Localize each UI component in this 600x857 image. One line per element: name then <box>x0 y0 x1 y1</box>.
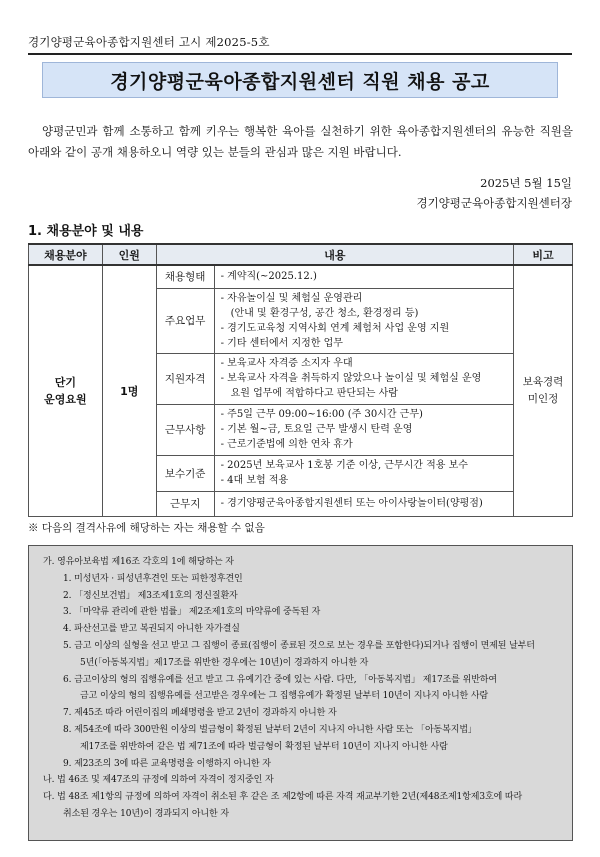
row-detail <box>214 491 513 516</box>
header-field: 채용분야 <box>29 244 103 265</box>
row-detail <box>214 404 513 455</box>
header-rule <box>28 53 572 55</box>
detail-item: - 보육교사 자격을 취득하지 않았으나 놀이실 및 체험실 운영 <box>220 373 482 384</box>
note-line1: 보육경력 <box>522 375 564 388</box>
row-detail <box>214 265 513 288</box>
list-item: 금고 이상의 형의 집행유예를 선고받은 경우에는 그 집행유예가 확정된 날부터 10년이 지나지 아니한 사람 <box>80 691 489 702</box>
field-cell <box>29 265 103 516</box>
header-count: 인원 <box>102 244 156 265</box>
detail-item: - 계약직(~2025.12.) <box>220 271 317 283</box>
note-line2: 미인정 <box>527 392 559 405</box>
row-detail <box>214 288 513 353</box>
notice-number: 경기양평군육아종합지원센터 고시 제2025-5호 <box>28 35 270 49</box>
row-label: 보수기준 <box>156 455 214 491</box>
list-item: 4. 파산선고를 받고 복권되지 아니한 자가결실 <box>63 624 240 635</box>
disqualification-box <box>28 545 573 841</box>
detail-item: - 자유놀이실 및 체험실 운영관리 <box>220 292 363 304</box>
issuer-name: 경기양평군육아종합지원센터장 <box>416 196 572 210</box>
disqualification-notice: ※ 다음의 결격사유에 해당하는 자는 채용할 수 없음 <box>28 522 265 534</box>
list-item: 나. 법 46조 및 제47조의 규정에 의하여 자격이 정지중인 자 <box>43 775 274 786</box>
detail-item: (안내 및 환경구성, 공간 청소, 환경정리 등) <box>230 307 419 319</box>
list-item: 제17조를 위반하여 같은 법 제71조에 따라 벌금형이 확정된 날부터 10년이 지나지 아니한 사람 <box>80 741 448 752</box>
list-item: 다. 법 48조 제1항의 규정에 의하여 자격이 취소된 후 같은 조 제2항에 따른 자격 재교부기한 2년(제48조제1항제3호에 따라 <box>43 792 523 803</box>
field-line2: 운영요원 <box>44 392 87 406</box>
row-label: 근무지 <box>156 491 214 516</box>
list-item: 취소된 경우는 10년)이 경과되지 아니한 자 <box>63 808 229 819</box>
row-detail <box>214 353 513 404</box>
detail-item: - 기타 센터에서 지정한 업무 <box>220 337 343 349</box>
notice-date: 2025년 5월 15일 <box>480 176 572 190</box>
detail-item: - 주5일 근무 09:00~16:00 (주 30시간 근무) <box>220 409 423 420</box>
detail-item: - 경기양평군육아종합지원센터 또는 아이사랑놀이터(양평점) <box>220 498 483 509</box>
detail-item: - 2025년 보육교사 1호봉 기준 이상, 근무시간 적용 보수 <box>220 460 468 471</box>
list-item: 9. 제23조의 3에 따른 교육명령을 이행하지 아니한 자 <box>63 758 271 769</box>
section-title: 1. 채용분야 및 내용 <box>28 224 144 239</box>
detail-item: - 기본 월~금, 토요일 근무 발생시 탄력 운영 <box>220 424 413 435</box>
list-item: 가. 영유아보육법 제16조 각호의 1에 해당하는 자 <box>43 557 234 567</box>
row-detail <box>214 455 513 491</box>
table-header-row <box>29 244 573 265</box>
detail-item: - 경기도교육청 지역사회 연계 체험처 사업 운영 지원 <box>220 322 450 334</box>
row-label: 채용형태 <box>156 265 214 288</box>
field-line1: 단기 <box>54 375 77 389</box>
list-item: 1. 미성년자 · 피성년후견인 또는 피한정후견인 <box>63 573 243 584</box>
note-cell <box>514 265 573 516</box>
page-title: 경기양평군육아종합지원센터 직원 채용 공고 <box>110 70 490 93</box>
list-item: 7. 제45조 따라 어린이집의 폐쇄명령을 받고 2년이 경과하지 아니한 자 <box>63 708 337 719</box>
title-banner <box>42 62 558 98</box>
row-label: 지원자격 <box>156 353 214 404</box>
detail-item: - 4대 보험 적용 <box>220 475 289 486</box>
row-label: 주요업무 <box>156 288 214 353</box>
row-label: 근무사항 <box>156 404 214 455</box>
list-item: 8. 제54조에 따라 300만원 이상의 벌금형이 확정된 날부터 2년이 지나지 아니한 사람 또는 「아동복지법」 <box>63 724 477 735</box>
detail-item: - 근로기준법에 의한 연차 휴가 <box>220 439 353 450</box>
recruitment-table <box>28 243 573 517</box>
detail-item: 요원 업무에 적합하다고 판단되는 사람 <box>230 388 398 399</box>
count-cell: 1명 <box>102 265 156 516</box>
list-item: 3. 「마약류 관리에 관한 법률」 제2조제1호의 마약류에 중독된 자 <box>63 607 321 618</box>
header-content: 내용 <box>156 244 513 265</box>
list-item: 5년(「아동복지법」제17조를 위반한 경우에는 10년)이 경과하지 아니한 자 <box>80 657 369 668</box>
table-row <box>29 265 573 288</box>
list-item: 6. 금고이상의 형의 집행유예를 선고 받고 그 유예기간 중에 있는 사람. 다만, 「아동복지법」 제17조를 위반하여 <box>63 674 497 685</box>
list-item: 2. 「정신보건법」 제3조제1호의 정신질환자 <box>63 590 238 601</box>
list-item: 5. 금고 이상의 실형을 선고 받고 그 집행이 종료(집행이 종료된 것으로 보는 경우를 포함한다)되거나 집행이 면제된 날부터 <box>63 640 535 651</box>
intro-paragraph: 양평군민과 함께 소통하고 함께 키우는 행복한 육아를 실천하기 위한 육아종합지원센터의 유능한 직원을 아래와 같이 공개 채용하오니 역량 있는 분들의 관심과 많은 지원 바랍니다. <box>28 124 573 159</box>
detail-item: - 보육교사 자격증 소지자 우대 <box>220 358 353 369</box>
header-note: 비고 <box>514 244 573 265</box>
